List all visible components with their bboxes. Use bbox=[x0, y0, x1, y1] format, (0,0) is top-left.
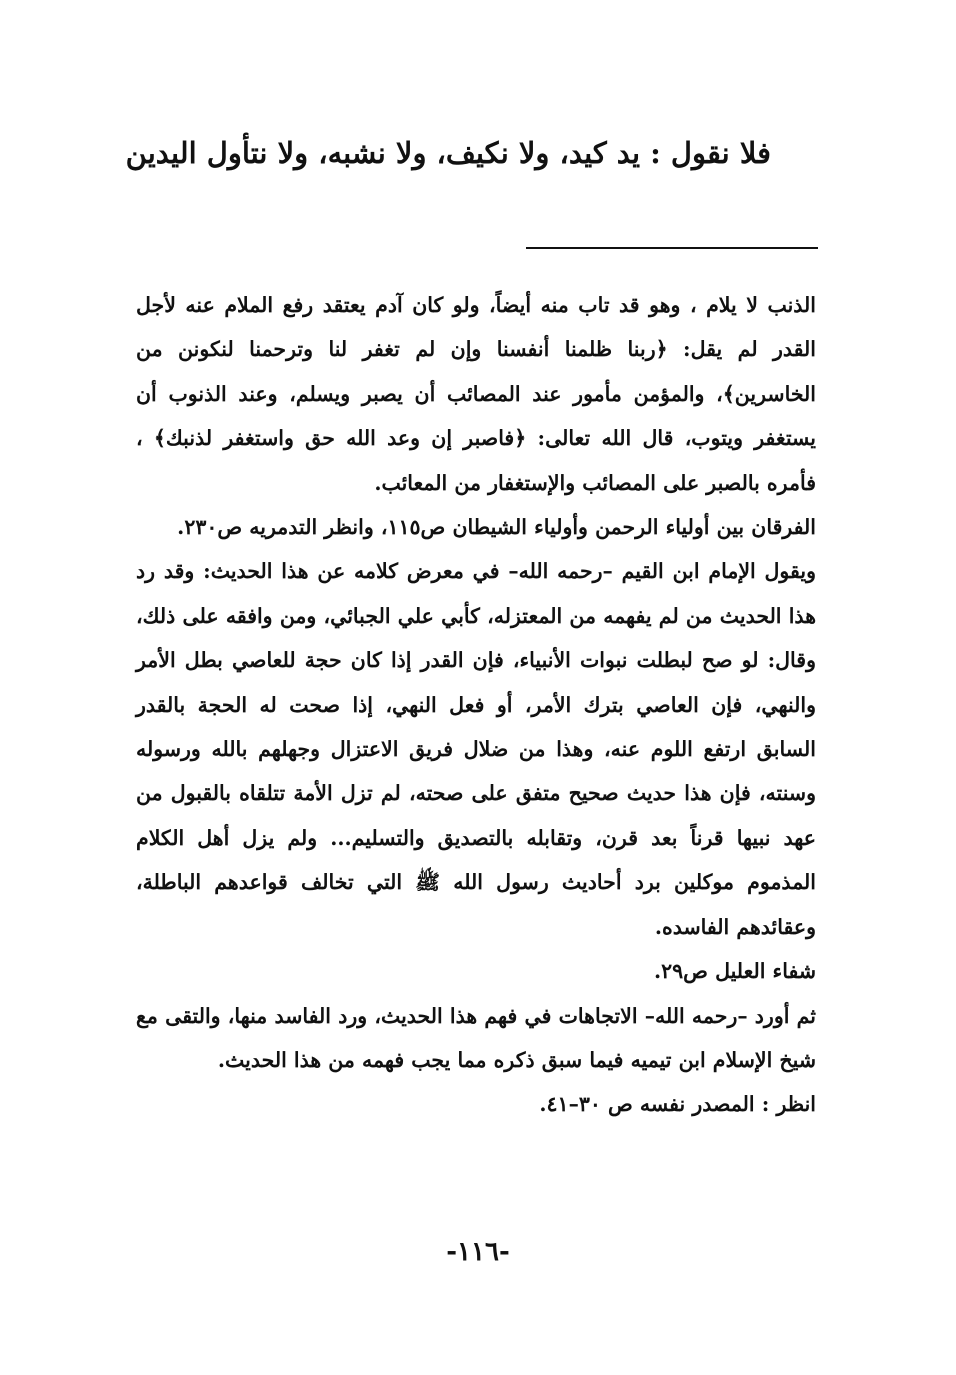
footnote-separator bbox=[526, 247, 818, 249]
footnote-reference: شفاء العليل ص٢٩. bbox=[654, 959, 816, 984]
footnote-paragraph: ثم أورد –رحمه الله– الاتجاهات في فهم هذا الحديث، ورد الفاسد منها، والتقى مع شيخ الإسلام ابن تيميه فيما سبق ذكره مما يجب فهمه من هذا الحديث. bbox=[136, 1003, 816, 1072]
page-number: -١١٦- bbox=[446, 1237, 510, 1267]
footnote-paragraph: ويقول الإمام ابن القيم –رحمه الله– في معرض كلامه عن هذا الحديث: وقد رد هذا الحديث من لم يفهمه من المعتزله، كأبي علي الجبائي، ومن وافقه على ذلك، وقال: لو صح لبطلت نبوات الأنبياء، فإن القدر إذا كان حجة للعاصي بطل الأمر والنهي، فإن العاصي بترك الأمر، أو فعل النهي، إذا صحت له الحجة بالقدر السابق ارتفع اللوم عنه، وهذا من ضلال فريق الاعتزال وجهلهم بالله ورسوله وسنته، فإن هذا حديث صحيح متفق على صحته، لم تزل الأمة تتلقاه بالقبول من عهد نبيها قرناً بعد قرن، وتقابله بالتصديق والتسليم... ولم يزل أهل الكلام المذموم موكلين برد أحاديث رسول الله ﷺ التي تخالف قواعدهم الباطلة، وعقائدهم الفاسده. bbox=[136, 559, 816, 939]
main-text-line: فلا نقول : يد كيد، ولا نكيف، ولا نشبه، ولا نتأول اليدين bbox=[125, 136, 771, 170]
footnotes-block bbox=[136, 283, 816, 1127]
footnote-paragraph: الذنب لا يلام ، وهو قد تاب منه أيضاً، ولو كان آدم يعتقد رفع الملام عنه لأجل القدر لم يقل: ﴿ربنا ظلمنا أنفسنا وإن لم تغفر لنا وترحمنا لنكونن من الخاسرين﴾، والمؤمن مأمور عند المصائب أن يصبر ويسلم، وعند الذنوب أن يستغفر ويتوب، قال الله تعالى: ﴿فاصبر إن وعد الله حق واستغفر لذنبك﴾ ، فأمره بالصبر على المصائب والإستغفار من المعائب. bbox=[136, 293, 816, 495]
footnote-reference: الفرقان بين أولياء الرحمن وأولياء الشيطان ص١١٥، وانظر التدمريه ص٢٣٠. bbox=[177, 515, 816, 540]
footnote-reference: انظر : المصدر نفسه ص ٣٠–٤١. bbox=[539, 1092, 816, 1117]
